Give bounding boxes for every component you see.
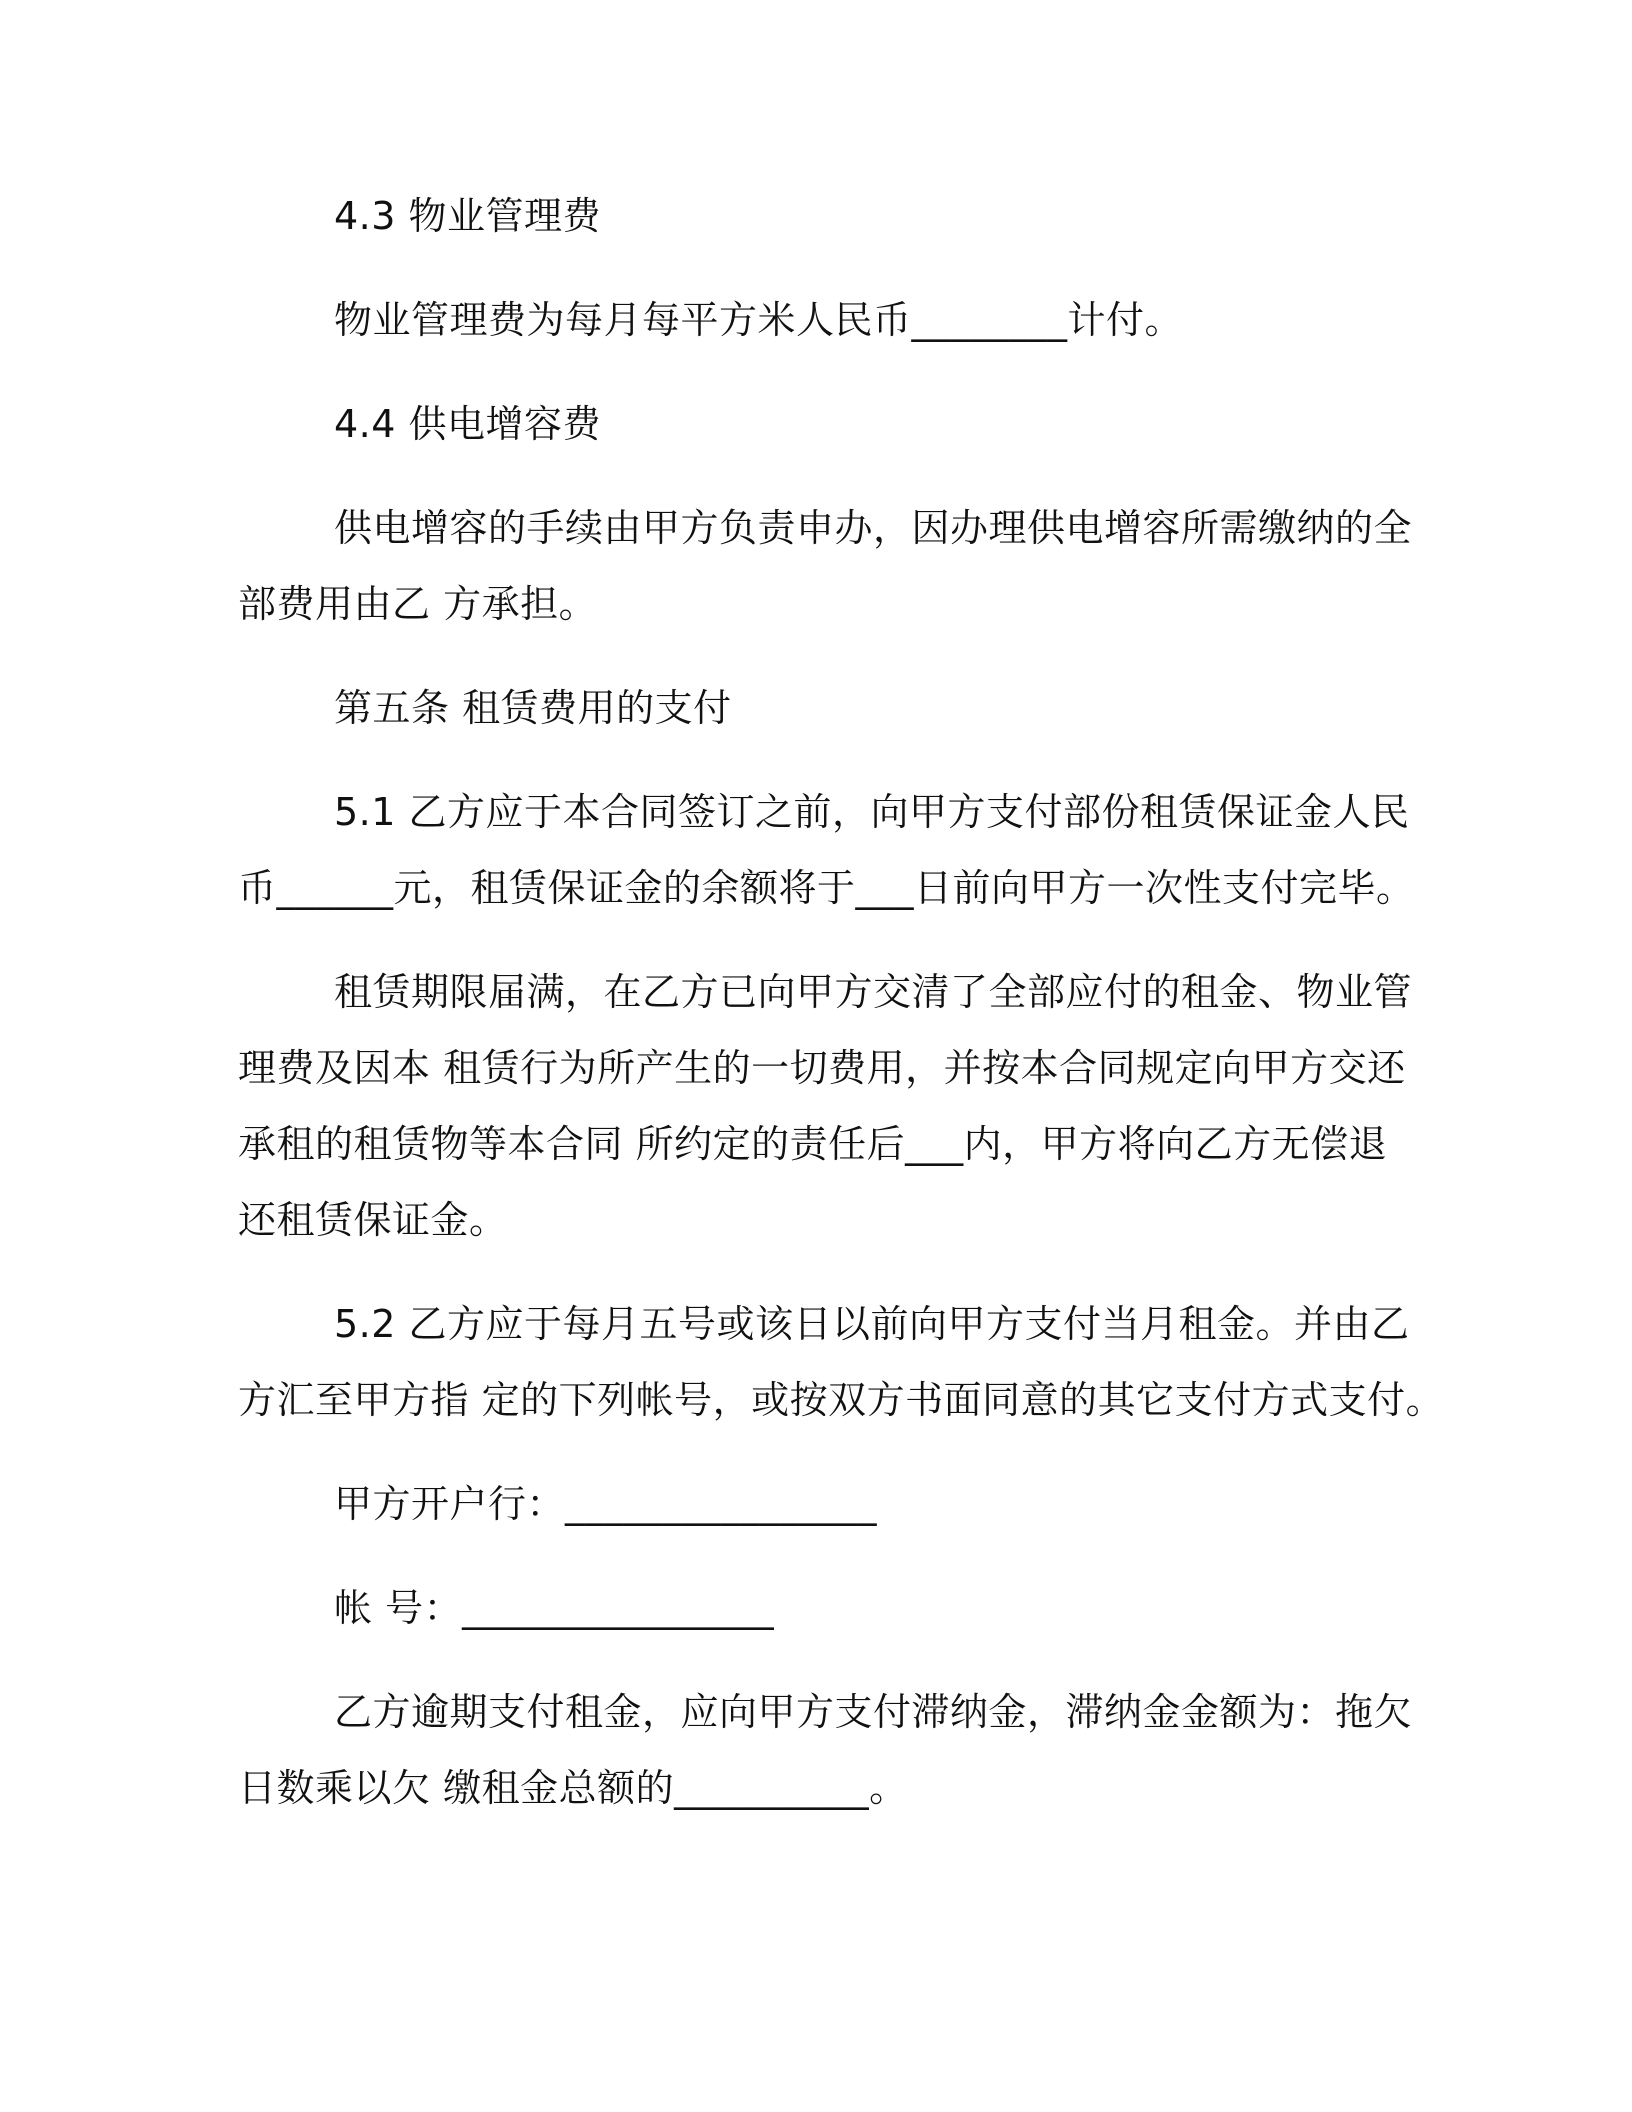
paragraph-power-capacity (238, 490, 1413, 642)
paragraph-line: 理费及因本 租赁行为所产生的一切费用，并按本合同规定向甲方交还 (238, 1046, 1406, 1090)
paragraph-deposit-refund (238, 954, 1413, 1258)
paragraph-line: 供电增容的手续由甲方负责申办，因办理供电增容所需缴纳的全 (334, 506, 1413, 550)
paragraph-5-2 (238, 1286, 1445, 1438)
heading-text: 第五条 租赁费用的支付 (334, 686, 732, 730)
paragraph-line: 方汇至甲方指 定的下列帐号，或按双方书面同意的其它支付方式支付。 (238, 1378, 1445, 1422)
paragraph-line: 还租赁保证金。 (238, 1198, 508, 1242)
paragraph-line: 部费用由乙 方承担。 (238, 582, 598, 626)
paragraph-line: 租赁期限届满，在乙方已向甲方交清了全部应付的租金、物业管 (334, 970, 1413, 1014)
paragraph-line: 日数乘以欠 缴租金总额的__________。 (238, 1766, 908, 1810)
section-heading-4-4 (238, 386, 1474, 462)
paragraph-line: 币______元，租赁保证金的余额将于___日前向甲方一次性支付完毕。 (238, 866, 1415, 910)
paragraph-bank (238, 1466, 1378, 1542)
heading-text: 4.3 物业管理费 (334, 194, 602, 238)
paragraph-property-fee (238, 282, 1378, 358)
paragraph-line: 物业管理费为每月每平方米人民币________计付。 (334, 298, 1184, 342)
paragraph-line: 承租的租赁物等本合同 所约定的责任后___内，甲方将向乙方无偿退 (238, 1122, 1388, 1166)
section-heading-4-3 (238, 178, 1474, 254)
paragraph-line: 帐 号：________________ (334, 1586, 775, 1630)
paragraph-line: 5.1 乙方应于本合同签订之前，向甲方支付部份租赁保证金人民 (334, 790, 1410, 834)
paragraph-account (238, 1570, 1378, 1646)
paragraph-5-1 (238, 774, 1415, 926)
heading-text: 4.4 供电增容费 (334, 402, 602, 446)
paragraph-line: 5.2 乙方应于每月五号或该日以前向甲方支付当月租金。并由乙 (334, 1302, 1410, 1346)
paragraph-line: 甲方开户行：________________ (334, 1482, 878, 1526)
paragraph-line: 乙方逾期支付租金，应向甲方支付滞纳金，滞纳金金额为：拖欠 (334, 1690, 1413, 1734)
section-heading-article-5 (238, 670, 1474, 746)
paragraph-late-fee (238, 1674, 1413, 1826)
